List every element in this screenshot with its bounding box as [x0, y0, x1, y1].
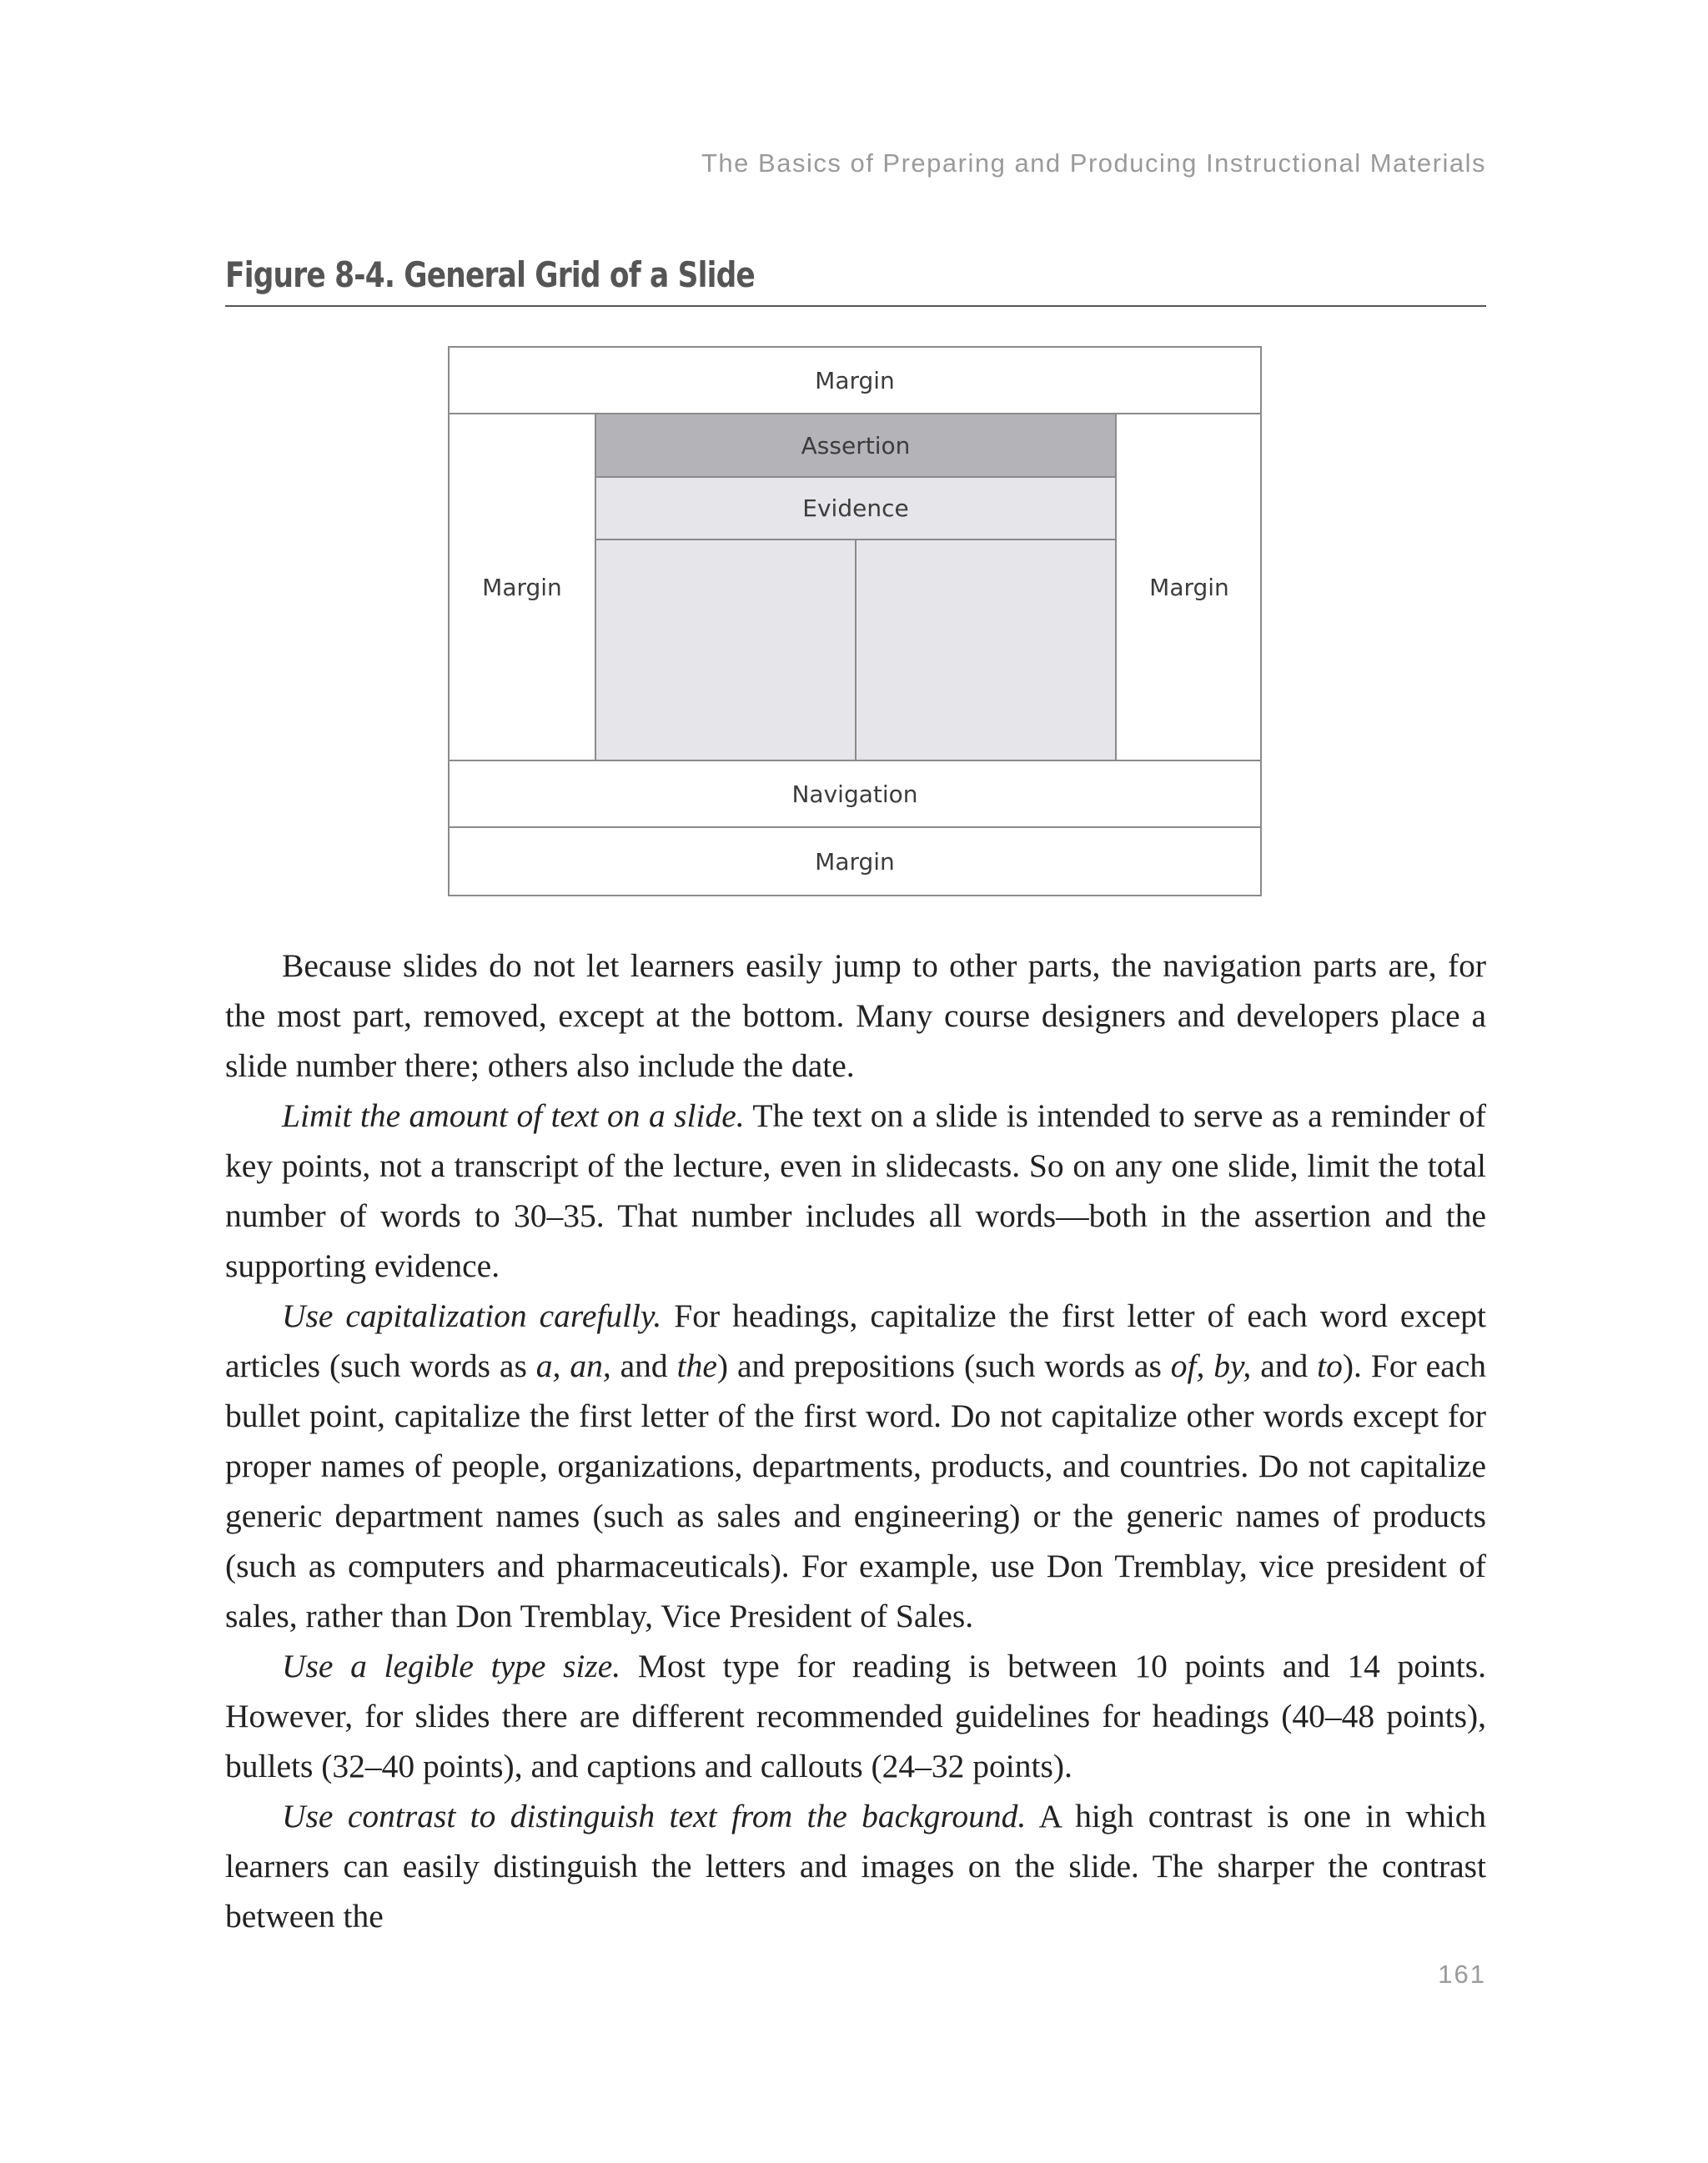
grid-assertion: Assertion: [596, 414, 1115, 478]
figure-title-text: Figure 8-4. General Grid of a Slide: [225, 254, 755, 295]
grid-content-column-left: [596, 540, 857, 760]
paragraph-limit-text: [225, 1091, 1486, 1291]
cap-text-d: and: [1251, 1347, 1318, 1384]
grid-right-margin: Margin: [1115, 414, 1262, 760]
slide-grid-diagram: [448, 346, 1262, 896]
paragraph-contrast: [225, 1791, 1486, 1941]
lead-type-size: Use a legible type size.: [282, 1648, 621, 1684]
cap-text-a: For headings, capitalize the first letter of each word except articles (such words as: [225, 1297, 1486, 1384]
figure-title-rule: [225, 305, 1486, 307]
cap-example-the: the: [676, 1347, 717, 1384]
grid-top-margin: Margin: [450, 348, 1260, 414]
cap-example-prepositions: of, by,: [1170, 1347, 1252, 1384]
paragraph-type-size: [225, 1641, 1486, 1791]
lead-limit-text: Limit the amount of text on a slide.: [282, 1097, 745, 1134]
grid-navigation: Navigation: [450, 760, 1260, 828]
lead-contrast: Use contrast to distinguish text from the background.: [282, 1798, 1027, 1834]
paragraph-contrast-body: A high contrast is one in which learners can easily distinguish the letters and images on the slide. The sharper the contrast between the: [225, 1798, 1486, 1935]
lead-capitalization: Use capitalization carefully.: [282, 1297, 662, 1334]
paragraph-limit-text-body: The text on a slide is intended to serve as a reminder of key points, not a transcript of the lecture, even in slidecasts. So on any one slide, limit the total number of words to 30–35. That number includes all words—both in the assertion and the supporting evidence.: [225, 1097, 1486, 1284]
paragraph-navigation: Because slides do not let learners easily jump to other parts, the navigation parts are, for the most part, removed, except at the bottom. Many course designers and developers place a slide number there; others also include the date.: [225, 947, 1486, 1084]
cap-text-e: ). For each bullet point, capitalize the first letter of the first word. Do not capitalize other words except for proper names of people, organizations, departments, products, and countries. Do not capitalize generic department names (such as sales and engineering) or the generic names of products (such as computers and pharmaceuticals). For example, use Don Tremblay, vice president of sales, rather than Don Tremblay, Vice President of Sales.: [225, 1347, 1486, 1634]
paragraph-type-size-body: Most type for reading is between 10 points and 14 points. However, for slides there are different recommended guidelines for headings (40–48 points), bullets (32–40 points), and captions and callouts (24–32 points).: [225, 1648, 1486, 1784]
running-head: The Basics of Preparing and Producing Instructional Materials: [701, 148, 1486, 178]
grid-evidence: Evidence: [596, 478, 1115, 540]
grid-left-margin: Margin: [450, 414, 596, 760]
cap-example-to: to: [1317, 1347, 1343, 1384]
cap-text-c: ) and prepositions (such words as: [716, 1347, 1171, 1384]
paragraph-capitalization: [225, 1291, 1486, 1641]
cap-example-articles: a, an,: [535, 1347, 611, 1384]
figure-title: [225, 254, 1486, 295]
cap-text-b: and: [610, 1347, 677, 1384]
grid-bottom-margin: Margin: [815, 847, 895, 876]
body-text: [225, 941, 1486, 1941]
page-number: 161: [1438, 1960, 1486, 1989]
grid-content-column-right: [857, 540, 1115, 760]
